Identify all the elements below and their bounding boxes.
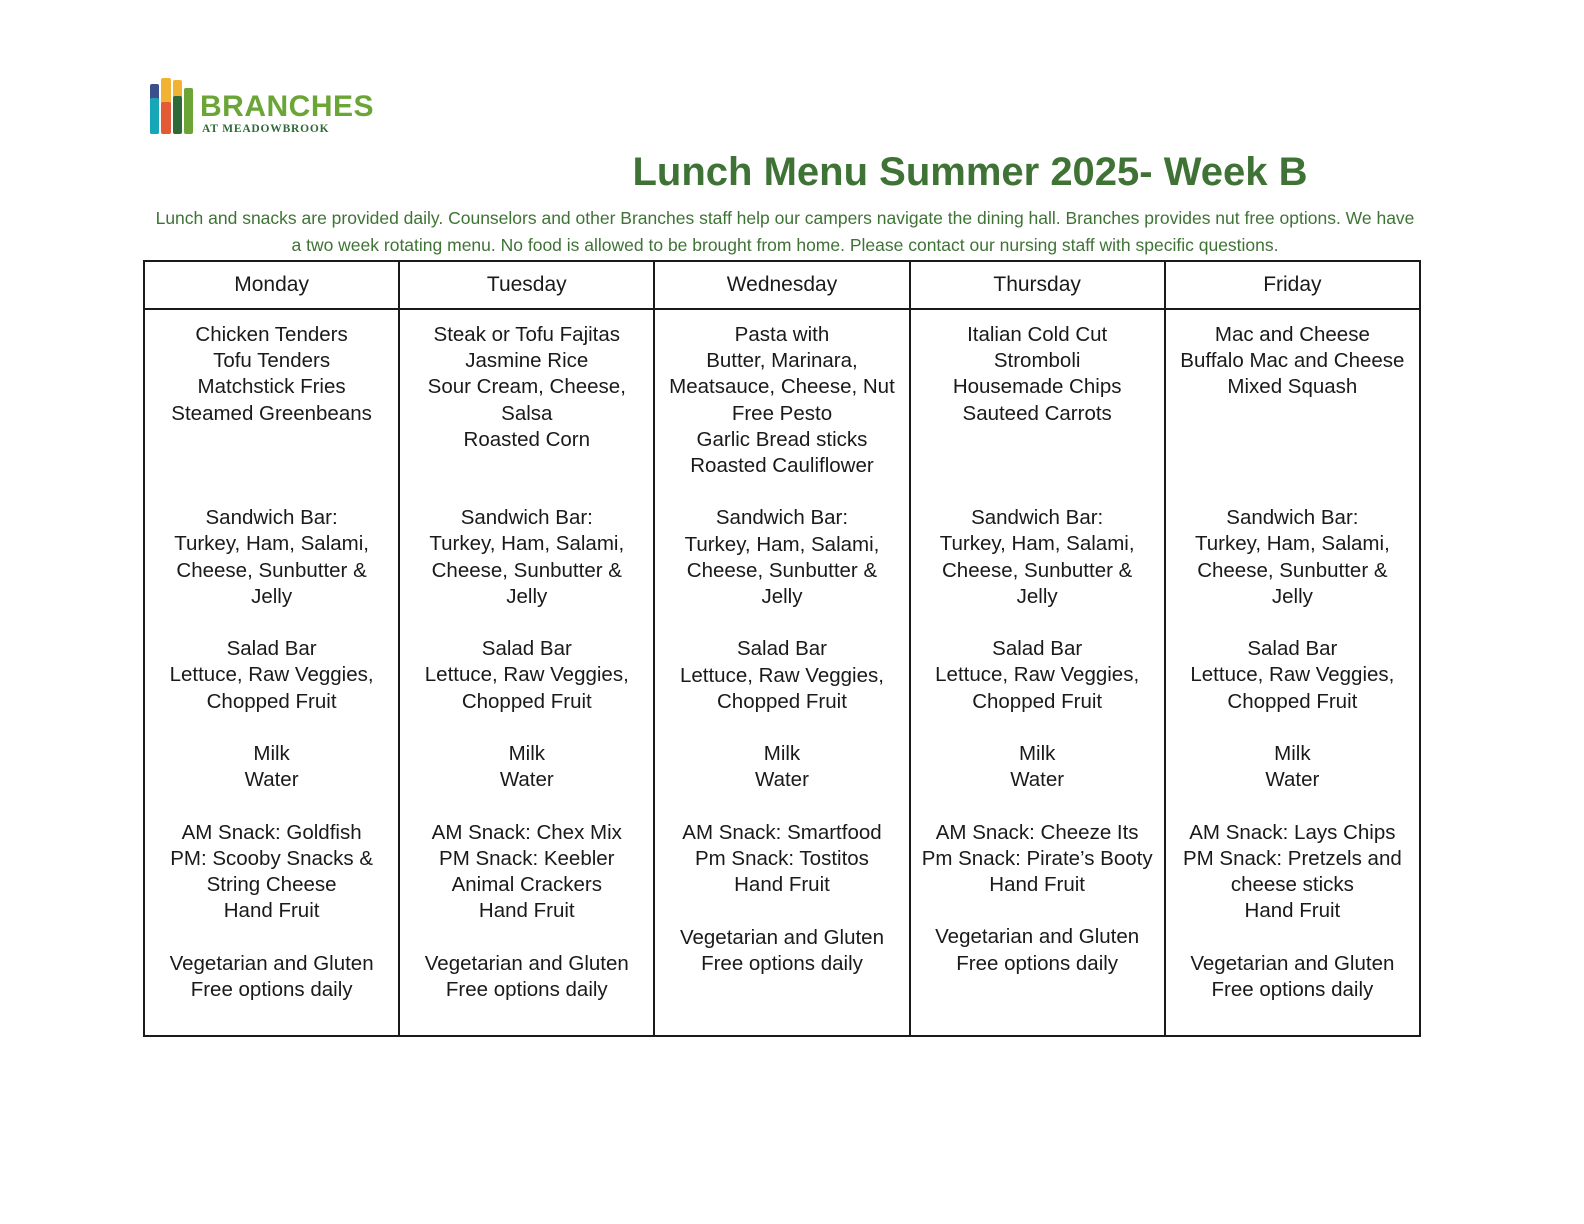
- snacks-line: AM Snack: Smartfood: [682, 820, 882, 844]
- snacks-line: Pm Snack: Tostitos: [694, 847, 869, 870]
- sandwich-line: Sandwich Bar:: [1226, 506, 1359, 530]
- day-header: Friday: [1165, 261, 1420, 309]
- main-line: Steamed Greenbeans: [171, 401, 372, 425]
- drinks-section: [151, 741, 392, 793]
- note-section: [1172, 951, 1413, 1003]
- salad-line: Lettuce, Raw Veggies,: [679, 663, 884, 687]
- main-line: Tofu Tenders: [213, 349, 331, 373]
- note-line: Free options daily: [190, 977, 353, 1001]
- drinks-line: Water: [499, 768, 554, 792]
- day-menu-cell: [654, 309, 909, 1036]
- salad-line: Chopped Fruit: [717, 689, 847, 713]
- sandwich-section: [1172, 505, 1413, 610]
- main-line: Stromboli: [993, 349, 1081, 373]
- main-section: [406, 322, 647, 479]
- drinks-section: [661, 741, 902, 793]
- salad-section: [151, 636, 392, 715]
- main-line: Steak or Tofu Fajitas: [433, 323, 621, 346]
- sandwich-line: Jelly: [1016, 584, 1058, 608]
- snacks-line: String Cheese: [206, 872, 337, 896]
- branches-logo: [150, 78, 374, 136]
- note-line: Vegetarian and Gluten: [679, 925, 884, 949]
- drinks-line: Water: [755, 768, 809, 792]
- snacks-section: [661, 820, 902, 899]
- snacks-line: AM Snack: Goldfish: [181, 820, 362, 844]
- drinks-line: Water: [1010, 768, 1065, 792]
- snacks-line: Hand Fruit: [478, 899, 575, 923]
- day-menu-cell: [1165, 309, 1420, 1036]
- main-line: Pasta with: [734, 323, 830, 346]
- main-line: Mac and Cheese: [1214, 323, 1370, 346]
- day-header: Tuesday: [399, 261, 654, 309]
- main-section: [661, 322, 902, 479]
- drinks-section: [1172, 741, 1413, 793]
- note-section: [406, 951, 647, 1003]
- snacks-line: Hand Fruit: [1244, 899, 1341, 923]
- main-line: Housemade Chips: [952, 375, 1122, 399]
- drinks-section: [917, 741, 1158, 793]
- snacks-line: AM Snack: Lays Chips: [1189, 820, 1396, 844]
- snacks-section: [406, 820, 647, 925]
- main-line: Butter, Marinara,: [706, 349, 858, 373]
- salad-line: Chopped Fruit: [1227, 689, 1358, 713]
- sandwich-line: Sandwich Bar:: [971, 506, 1104, 530]
- main-line: Garlic Bread sticks: [696, 427, 868, 451]
- salad-line: Chopped Fruit: [461, 689, 592, 713]
- snacks-line: Pm Snack: Pirate’s Booty: [921, 846, 1153, 870]
- day-header: Monday: [144, 261, 399, 309]
- salad-line: Lettuce, Raw Veggies,: [169, 663, 374, 687]
- salad-section: [1172, 636, 1413, 715]
- sandwich-line: Sandwich Bar:: [205, 506, 338, 530]
- salad-line: Lettuce, Raw Veggies,: [935, 663, 1140, 687]
- menu-row: [144, 309, 1420, 1036]
- main-line: Free Pesto: [731, 401, 833, 425]
- main-line: Chicken Tenders: [195, 323, 348, 346]
- note-line: Vegetarian and Gluten: [1190, 951, 1395, 975]
- main-line: Buffalo Mac and Cheese: [1180, 349, 1405, 373]
- note-line: Free options daily: [1211, 977, 1374, 1001]
- note-line: Vegetarian and Gluten: [935, 925, 1140, 949]
- main-section: [917, 322, 1158, 479]
- main-line: Matchstick Fries: [197, 375, 346, 399]
- drinks-section: [406, 741, 647, 793]
- note-section: [917, 924, 1158, 976]
- sandwich-line: Cheese, Sunbutter &: [686, 558, 878, 582]
- main-line: Roasted Corn: [463, 427, 591, 451]
- sandwich-line: Turkey, Ham, Salami,: [174, 532, 369, 556]
- menu-table: [143, 260, 1421, 1037]
- main-line: Sauteed Carrots: [962, 401, 1112, 425]
- sandwich-line: Jelly: [506, 584, 548, 608]
- day-menu-cell: [144, 309, 399, 1036]
- salad-section: [917, 636, 1158, 715]
- note-section: [151, 951, 392, 1003]
- main-line: Roasted Cauliflower: [690, 454, 874, 478]
- day-header-row: [144, 261, 1420, 309]
- salad-line: Salad Bar: [992, 637, 1083, 661]
- logo-wordmark: [200, 78, 374, 136]
- snacks-line: AM Snack: Cheeze Its: [935, 820, 1139, 844]
- sandwich-line: Turkey, Ham, Salami,: [939, 532, 1135, 556]
- snacks-line: PM: Scooby Snacks &: [170, 846, 373, 870]
- intro-text: Lunch and snacks are provided daily. Counselors and other Branches staff help our campers navigate the dining hall. Branches provides nut free options. We have a two week rotating menu. No food is allowed to be brought from home. Please contact our nursing staff with specific questions.: [155, 208, 1415, 255]
- drinks-line: Milk: [1018, 741, 1056, 765]
- logo-bar-teal: [150, 98, 159, 134]
- snacks-section: [151, 820, 392, 925]
- salad-section: [406, 636, 647, 715]
- drinks-line: Water: [244, 768, 299, 792]
- snacks-section: [1172, 820, 1413, 925]
- salad-line: Salad Bar: [481, 637, 572, 661]
- snacks-line: PM Snack: Pretzels and: [1182, 846, 1402, 870]
- sandwich-line: Cheese, Sunbutter &: [941, 558, 1133, 582]
- sandwich-line: Jelly: [1271, 584, 1313, 608]
- salad-line: Chopped Fruit: [972, 689, 1103, 713]
- main-line: Meatsauce, Cheese, Nut: [669, 375, 895, 399]
- sandwich-line: Cheese, Sunbutter &: [1197, 558, 1388, 582]
- snacks-line: cheese sticks: [1230, 872, 1354, 896]
- main-section: [151, 322, 392, 479]
- salad-line: Lettuce, Raw Veggies,: [424, 663, 629, 687]
- snacks-line: Hand Fruit: [734, 873, 830, 897]
- salad-line: Lettuce, Raw Veggies,: [1190, 663, 1395, 687]
- sandwich-line: Turkey, Ham, Salami,: [684, 532, 880, 556]
- day-menu-cell: [399, 309, 654, 1036]
- snacks-line: AM Snack: Chex Mix: [431, 820, 622, 844]
- drinks-line: Water: [1265, 768, 1320, 792]
- snacks-line: PM Snack: Keebler: [439, 846, 615, 870]
- sandwich-line: Jelly: [251, 584, 293, 608]
- main-line: Jasmine Rice: [465, 349, 589, 373]
- snacks-line: Animal Crackers: [451, 872, 602, 896]
- sandwich-line: Turkey, Ham, Salami,: [429, 532, 625, 556]
- main-line: Italian Cold Cut: [967, 323, 1108, 346]
- note-line: Vegetarian and Gluten: [169, 951, 374, 975]
- note-line: Vegetarian and Gluten: [424, 951, 629, 975]
- note-line: Free options daily: [445, 977, 608, 1001]
- sandwich-line: Sandwich Bar:: [715, 506, 849, 530]
- salad-line: Salad Bar: [1247, 637, 1338, 661]
- day-menu-cell: [910, 309, 1165, 1036]
- salad-line: Salad Bar: [736, 637, 827, 661]
- salad-line: Salad Bar: [226, 637, 317, 661]
- drinks-line: Milk: [508, 741, 545, 765]
- logo-bar-lime: [184, 88, 193, 134]
- main-line: Salsa: [501, 401, 553, 425]
- main-line: Sour Cream, Cheese,: [427, 375, 626, 399]
- logo-subtitle: AT MEADOWBROOK: [202, 123, 330, 135]
- snacks-line: Hand Fruit: [989, 872, 1086, 896]
- sandwich-section: [406, 505, 647, 610]
- sandwich-section: [151, 505, 392, 610]
- sandwich-section: [917, 505, 1158, 610]
- page-title: Lunch Menu Summer 2025- Week B: [632, 150, 1308, 194]
- drinks-line: Milk: [763, 742, 801, 766]
- branches-logo-mark-icon: [150, 78, 194, 136]
- sandwich-line: Cheese, Sunbutter &: [431, 558, 622, 582]
- sandwich-line: Sandwich Bar:: [460, 506, 593, 530]
- sandwich-line: Turkey, Ham, Salami,: [1194, 532, 1390, 556]
- drinks-line: Milk: [1274, 741, 1311, 765]
- salad-line: Chopped Fruit: [206, 689, 337, 713]
- sandwich-line: Cheese, Sunbutter &: [176, 558, 367, 582]
- logo-bar-green: [173, 96, 182, 134]
- salad-section: [661, 636, 902, 715]
- day-header: Wednesday: [654, 261, 909, 309]
- sandwich-section: [661, 505, 902, 610]
- note-line: Free options daily: [701, 951, 863, 975]
- day-header: Thursday: [910, 261, 1165, 309]
- snacks-section: [917, 820, 1158, 899]
- main-line: Mixed Squash: [1227, 375, 1358, 399]
- note-section: [661, 925, 902, 977]
- sandwich-line: Jelly: [761, 585, 803, 609]
- snacks-line: Hand Fruit: [223, 899, 320, 923]
- logo-name: BRANCHES: [200, 90, 375, 123]
- drinks-line: Milk: [253, 741, 290, 765]
- logo-bar-red: [161, 102, 171, 134]
- main-section: [1172, 322, 1413, 479]
- note-line: Free options daily: [956, 951, 1119, 975]
